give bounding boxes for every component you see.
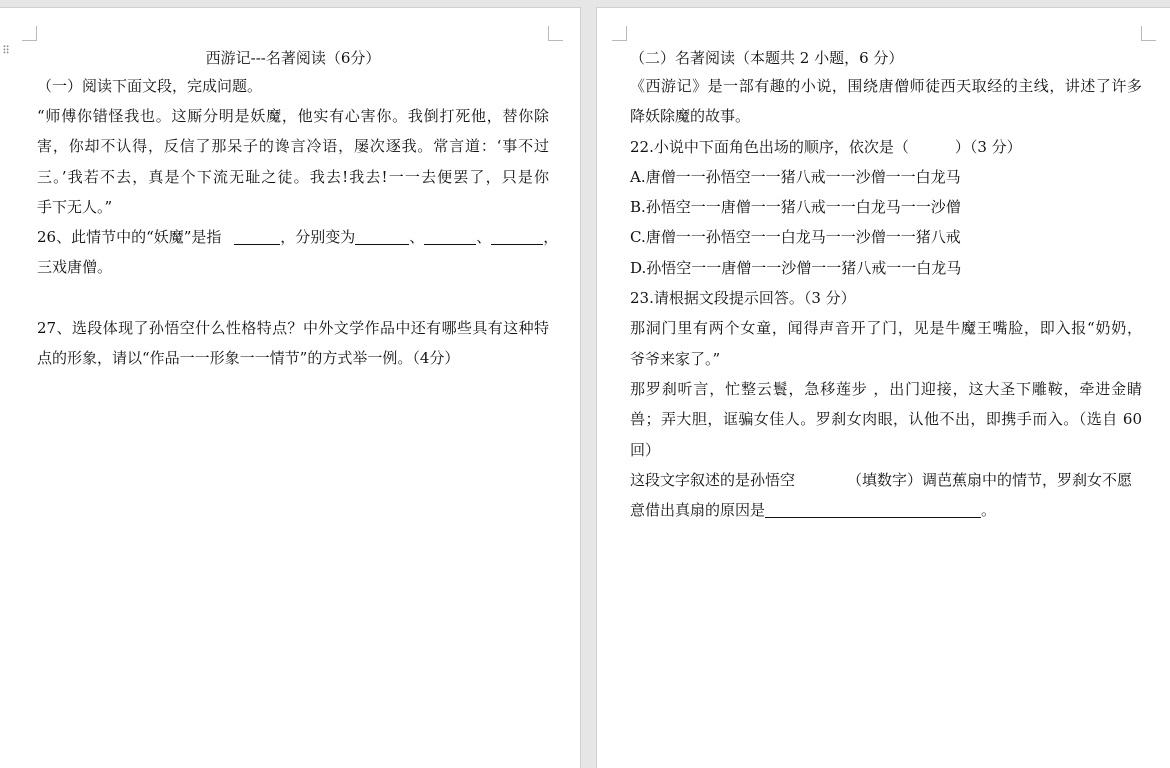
intro-line: 《西游记》是一部有趣的小说，围绕唐僧师徒西天取经的主线，讲述了许多	[630, 77, 1142, 95]
answer-blank[interactable]	[234, 228, 280, 245]
passage-line: “师傅你错怪我也。这厮分明是妖魔，他实有心害你。我倒打死他，替你除	[37, 107, 549, 125]
question-text: 。	[981, 501, 997, 520]
passage-line: 手下无人。”	[37, 197, 113, 216]
question-text: 22.小说中下面角色出场的顺序，依次是（	[630, 137, 909, 156]
document-page-left	[0, 8, 580, 768]
question-text: 这段文字叙述的是孙悟空	[630, 470, 796, 489]
question-22	[630, 132, 1142, 162]
left-page-content	[37, 45, 559, 374]
option-d: D.孙悟空一一唐僧一一沙僧一一猪八戒一一白龙马	[630, 258, 962, 277]
question-text: ，分别变为	[280, 228, 356, 247]
margin-corner-mark	[22, 26, 37, 41]
document-page-right	[597, 8, 1170, 768]
drag-handle-icon[interactable]: ⠿	[2, 44, 10, 57]
question-23: 23.请根据文段提示回答。（3 分）	[630, 289, 856, 308]
page-title: 西游记---名著阅读（6分）	[205, 49, 381, 67]
passage-line: 爷爷来家了。”	[630, 349, 721, 368]
question-text: 三戏唐僧。	[37, 258, 113, 277]
passage-line: 害，你却不认得，反信了那呆子的谗言冷语，屡次逐我。常言道：‘事不过	[37, 137, 549, 156]
option-a: A.唐僧一一孙悟空一一猪八戒一一沙僧一一白龙马	[630, 167, 961, 186]
margin-corner-mark	[612, 26, 627, 41]
question-text: ）（3 分）	[954, 137, 1022, 156]
answer-blank[interactable]	[491, 228, 543, 245]
separator: ，	[543, 228, 559, 247]
right-page-content	[630, 45, 1142, 525]
option-b: B.孙悟空一一唐僧一一猪八戒一一白龙马一一沙僧	[630, 198, 961, 217]
question-text: 26、此情节中的“妖魔”是指	[37, 228, 222, 247]
question-text: （填数字）调芭蕉扇中的情节，罗刹女不愿	[847, 470, 1133, 489]
passage-line: 回）	[630, 440, 661, 459]
separator: 、	[476, 228, 492, 247]
passage-line: 那罗刹听言，忙整云鬟，急移莲步 ，出门迎接，这大圣下雕鞍，牵进金睛	[630, 379, 1142, 398]
margin-corner-mark	[1141, 26, 1156, 41]
answer-blank[interactable]	[355, 228, 409, 245]
answer-line	[630, 465, 1142, 495]
question-text: 意借出真扇的原因是	[630, 501, 766, 520]
section-heading: （二）名著阅读（本题共 2 小题，6 分）	[630, 49, 904, 67]
section-heading: （一）阅读下面文段，完成问题。	[37, 77, 263, 95]
question-26	[37, 222, 559, 252]
passage-line: 兽；弄大胆，诓骗女佳人。罗刹女肉眼，认他不出，即携手而入。（选自 60	[630, 410, 1142, 429]
separator: 、	[409, 228, 425, 247]
answer-blank[interactable]	[424, 228, 476, 245]
answer-blank[interactable]	[765, 501, 981, 518]
empty-line	[37, 283, 549, 313]
question-27: 27、选段体现了孙悟空什么性格特点？中外文学作品中还有哪些具有这种特	[37, 319, 549, 338]
margin-corner-mark	[548, 26, 563, 41]
question-27: 点的形象，请以“作品一一形象一一情节”的方式举一例。（4分）	[37, 349, 460, 368]
intro-line: 降妖除魔的故事。	[630, 107, 751, 126]
passage-line: 那洞门里有两个女童，闻得声音开了门，见是牛魔王嘴脸，即入报“奶奶，	[630, 319, 1142, 338]
option-c: C.唐僧一一孙悟空一一白龙马一一沙僧一一猪八戒	[630, 228, 961, 247]
passage-line: 三。’我若不去，真是个下流无耻之徒。我去!我去!一一去便罢了，只是你	[37, 167, 549, 186]
answer-line	[630, 495, 1142, 525]
